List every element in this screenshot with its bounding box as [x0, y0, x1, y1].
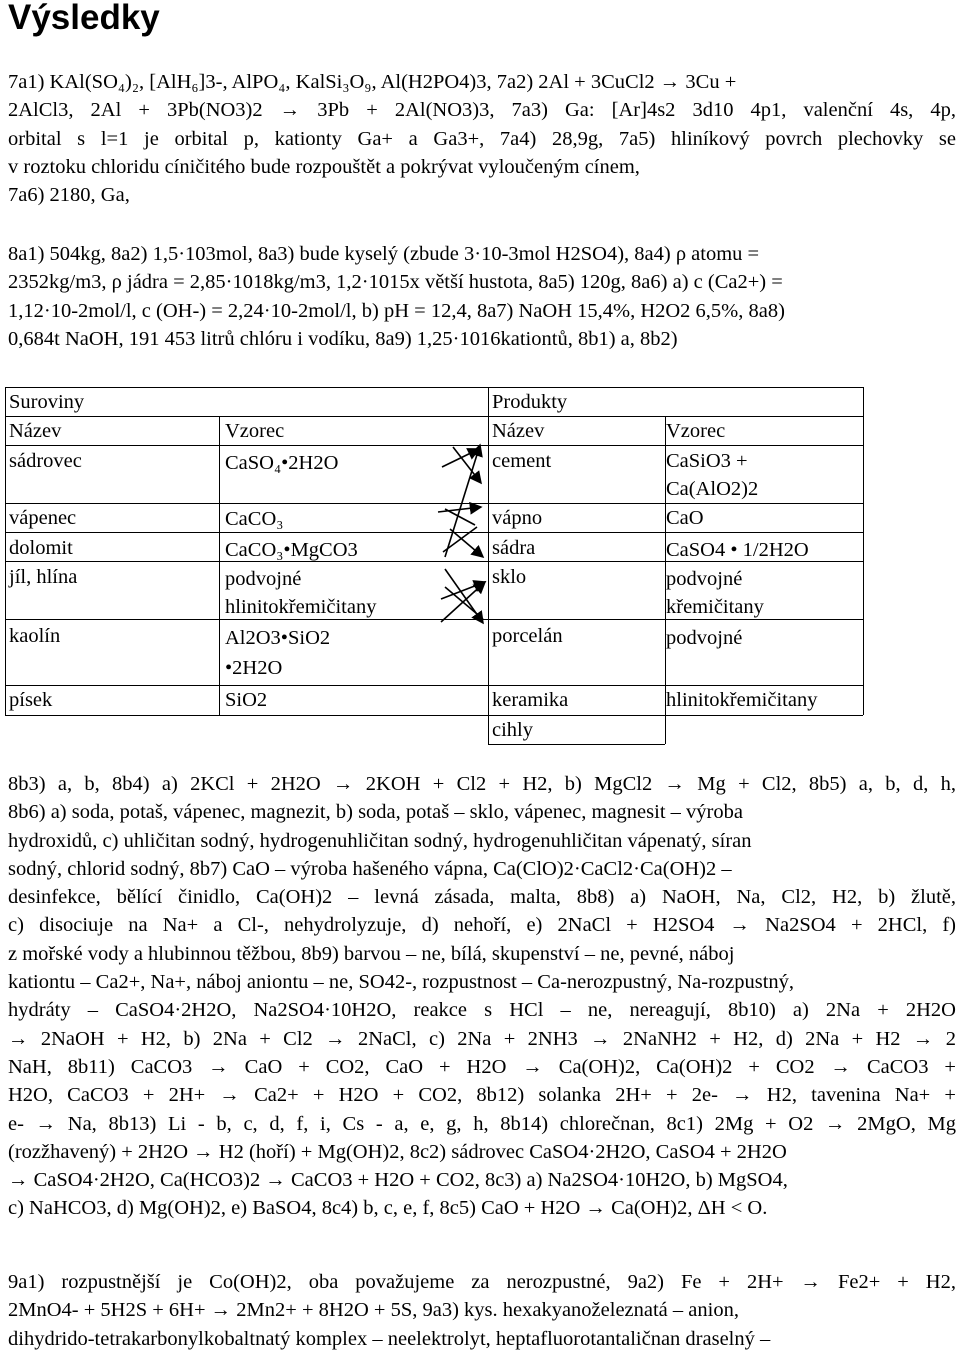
header-nazev-left: Název	[9, 420, 62, 442]
table-cell: hlinitokřemičitany	[666, 689, 818, 711]
text-line: 2MnO4- + 5H2S + 6H+ → 2Mn2+ + 8H2O + 5S, 9a3) kys. hexakyanoželeznatá – anion,	[8, 1299, 739, 1322]
table-cell: porcelán	[492, 625, 563, 647]
text-line: 1,12·10-2mol/l, c (OH-) = 2,24·10-2mol/l, b) pH = 12,4, 8a7) NaOH 15,4%, H2O2 6,5%, 8a8)	[8, 299, 785, 322]
header-produkty: Produkty	[492, 391, 568, 413]
text-line: orbital s l=1 je orbital p, kationty Ga+ a Ga3+, 7a4) 28,9g, 7a5) hliníkový povrch plechovky se	[8, 127, 956, 150]
text-line: H2O, CaCO3 + 2H+ → Ca2+ + H2O + CO2, 8b12) solanka 2H+ + 2e- → H2, tavenina Na+ +	[8, 1084, 956, 1107]
table-cell: CaCO₃	[225, 508, 284, 530]
table-cell: Al2O3•SiO2	[225, 627, 331, 649]
text-line: 8a1) 504kg, 8a2) 1,5·103mol, 8a3) bude kyselý (zbude 3·10-3mol H2SO4), 8a4) ρ atomu =	[8, 243, 760, 265]
text-line: z mořské vody a hlubinnou těžbou, 8b9) barvou – ne, bílá, skupenství – ne, pevné, náboj	[8, 942, 735, 965]
table-cell: písek	[9, 689, 53, 711]
text-line: 0,684t NaOH, 191 453 litrů chlóru i vodíku, 8a9) 1,25·1016kationtů, 8b1) a, 8b2)	[8, 327, 678, 350]
table-cell: keramika	[492, 689, 569, 711]
table-cell: CaO	[666, 507, 704, 529]
results-8a	[8, 240, 956, 353]
header-vzorec-left: Vzorec	[225, 420, 285, 442]
header-nazev-right: Název	[492, 420, 545, 442]
table-cell: jíl, hlína	[9, 566, 78, 588]
text-line: e- → Na, 8b13) Li - b, c, d, f, i, Cs - a, e, g, h, 8b14) chlorečnan, 8c1) 2Mg + O2 → 2MgO, Mg	[8, 1112, 956, 1135]
text-line: sodný, chlorid sodný, 8b7) CaO – výroba hašeného vápna, Ca(ClO)2·CaCl2·Ca(OH)2 –	[8, 857, 732, 880]
text-line: → CaSO4·2H2O, Ca(HCO3)2 → CaCO3 + H2O + CO2, 8c3) a) Na2SO4·10H2O, b) MgSO4,	[8, 1169, 788, 1192]
table-cell: hlinitokřemičitany	[225, 596, 377, 618]
table-cell: vápno	[492, 507, 543, 529]
text-line: hydráty – CaSO4·2H2O, Na2SO4·10H2O, reakce s HCl – ne, nereagují, 8b10) a) 2Na + 2H2O	[8, 999, 956, 1022]
table-cell: křemičitany	[666, 596, 764, 618]
table-cell: podvojné	[666, 627, 743, 649]
table-cell: cihly	[492, 719, 533, 741]
text-line: 8b3) a, b, 8b4) a) 2KCl + 2H2O → 2KOH + Cl2 + H2, b) MgCl2 → Mg + Cl2, 8b5) a, b, d, h,	[8, 773, 956, 795]
text-line: hydroxidů, c) uhličitan sodný, hydrogenuhličitan sodný, hydrogenuhličitan vápenatý, síran	[8, 829, 752, 852]
table-cell: Ca(AlO2)2	[666, 478, 759, 500]
table-cell: dolomit	[9, 537, 73, 559]
table-cell: sklo	[492, 566, 527, 588]
header-vzorec-right: Vzorec	[666, 420, 726, 442]
text-line: 8b6) a) soda, potaš, vápenec, magnezit, b) soda, potaš – sklo, vápenec, magnesit – výroba	[8, 801, 743, 824]
table-cell: CaCO₃•MgCO3	[225, 539, 358, 561]
results-7a	[8, 68, 956, 209]
text-line: dihydrido-tetrakarbonylkobaltnatý komplex – neelektrolyt, heptafluorotantaličnan draselný –	[8, 1327, 771, 1350]
table-cell: CaSO4 • 1/2H2O	[666, 539, 809, 561]
text-line: → 2NaOH + H2, b) 2Na + Cl2 → 2NaCl, c) 2Na + 2NH3 → 2NaNH2 + H2, d) 2Na + H2 → 2	[8, 1027, 956, 1050]
table-cell: podvojné	[666, 568, 743, 590]
table-cell: sádra	[492, 537, 536, 559]
table-cell: SiO2	[225, 689, 268, 711]
table-cell: podvojné	[225, 568, 302, 590]
text-line: NaH, 8b11) CaCO3 → CaO + CO2, CaO + H2O → Ca(OH)2, Ca(OH)2 + CO2 → CaCO3 +	[8, 1055, 956, 1078]
table-cell: •2H2O	[225, 657, 283, 679]
text-line: c) NaHCO3, d) Mg(OH)2, e) BaSO4, 8c4) b, c, e, f, 8c5) CaO + H2O → Ca(OH)2, ΔH < O.	[8, 1197, 768, 1220]
text-line: desinfekce, bělící činidlo, Ca(OH)2 – levná zásada, malta, 8b8) a) NaOH, Na, Cl2, H2, b) žlutě,	[8, 886, 956, 909]
raw-materials-products-table	[5, 387, 863, 744]
text-line: kationtu – Ca2+, Na+, náboj aniontu – ne, SO42-, rozpustnost – Ca-nerozpustný, Na-rozpustný,	[8, 971, 795, 994]
text-line: 2352kg/m3, ρ jádra = 2,85·1018kg/m3, 1,2·1015x větší hustota, 8a5) 120g, 8a6) a) c (Ca2+) =	[8, 271, 783, 294]
connection-arrows	[5, 387, 863, 744]
table-cell: vápenec	[9, 507, 77, 529]
table-cell: kaolín	[9, 625, 61, 647]
text-line: v roztoku chloridu cíničitého bude rozpouštět a pokrývat vyloučeným cínem,	[8, 155, 640, 178]
table-cell: sádrovec	[9, 450, 82, 472]
header-suroviny: Suroviny	[9, 391, 85, 413]
results-9a	[8, 1268, 956, 1353]
text-line: 2AlCl3, 2Al + 3Pb(NO3)2 → 3Pb + 2Al(NO3)3, 7a3) Ga: [Ar]4s2 3d10 4p1, valenční 4s, 4p,	[8, 99, 956, 122]
text-line: c) disociuje na Na+ a Cl-, nehydrolyzuje, d) nehoří, e) 2NaCl + H2SO4 → Na2SO4 + 2HCl, f)	[8, 914, 956, 937]
text-line: 7a1) KAl(SO₄)₂, [AlH₆]3-, AlPO₄, KalSi₃O₉, Al(H2PO4)3, 7a2) 2Al + 3CuCl2 → 3Cu +	[8, 71, 737, 93]
table-cell: CaSiO3 +	[666, 450, 748, 472]
table-cell: cement	[492, 450, 552, 472]
text-line: 9a1) rozpustnější je Co(OH)2, oba považujeme za nerozpustné, 9a2) Fe + 2H+ → Fe2+ + H2,	[8, 1271, 956, 1293]
results-8b-8c	[8, 770, 956, 1223]
page-title: Výsledky	[8, 0, 160, 37]
text-line: 7a6) 2180, Ga,	[8, 184, 130, 207]
text-line: (rozžhavený) + 2H2O → H2 (hoří) + Mg(OH)2, 8c2) sádrovec CaSO4·2H2O, CaSO4 + 2H2O	[8, 1140, 787, 1163]
table-cell: CaSO₄•2H2O	[225, 452, 339, 474]
